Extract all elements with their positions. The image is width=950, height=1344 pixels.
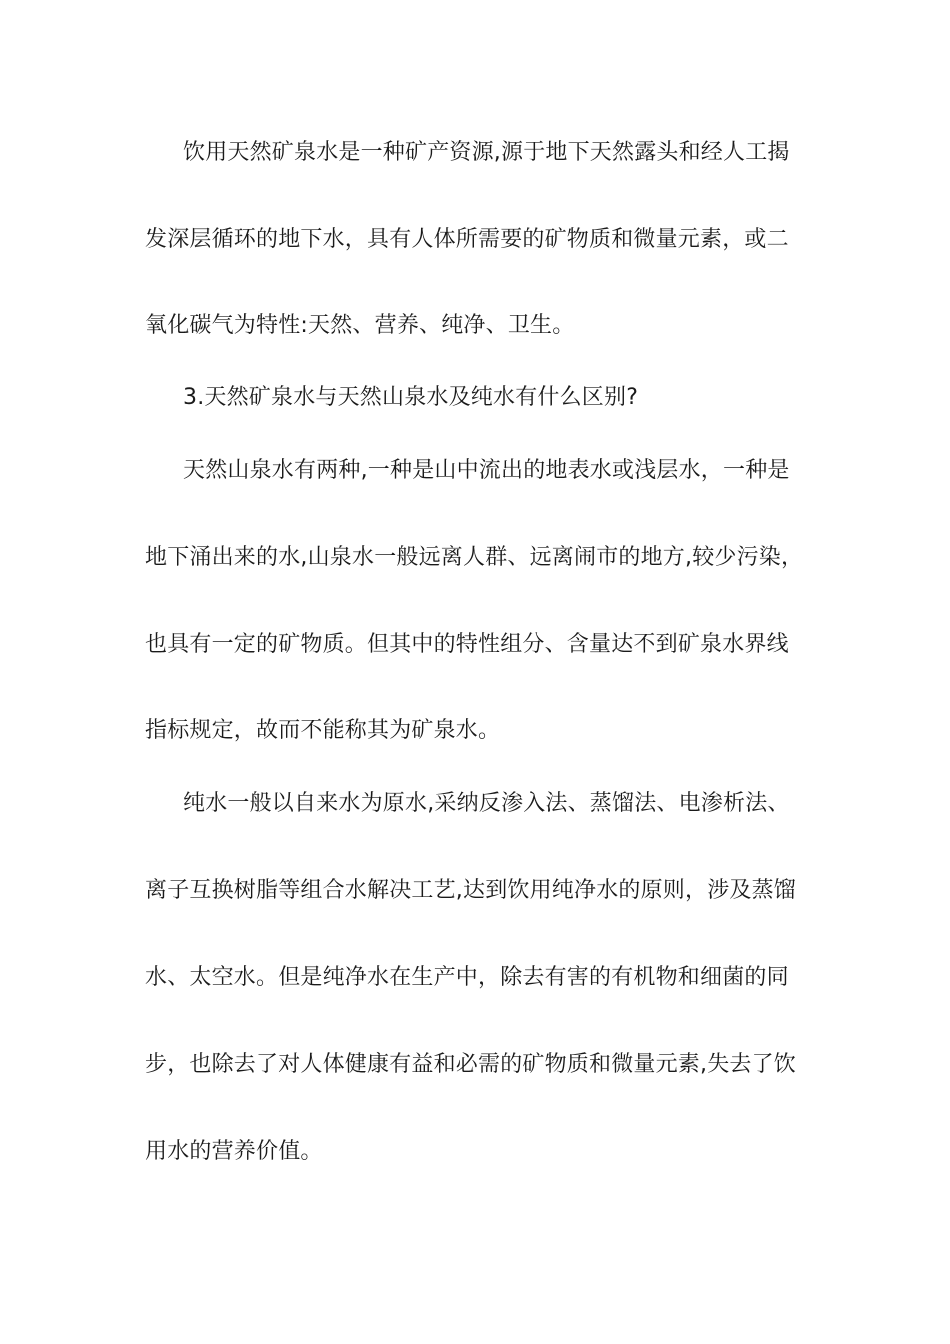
paragraph-2-line-1: 天然山泉水有两种,一种是山中流出的地表水或浅层水，一种是 [183, 458, 790, 483]
paragraph-3-line-1: 纯水一般以自来水为原水,采纳反渗入法、蒸馏法、电渗析法、 [183, 791, 790, 816]
paragraph-2-line-3: 也具有一定的矿物质。但其中的特性组分、含量达不到矿泉水界线 [145, 632, 789, 657]
section-heading: 3.天然矿泉水与天然山泉水及纯水有什么区别? [183, 385, 639, 410]
paragraph-3-line-3: 水、太空水。但是纯净水在生产中，除去有害的有机物和细菌的同 [145, 965, 789, 990]
paragraph-2-line-4: 指标规定，故而不能称其为矿泉水。 [145, 718, 501, 743]
paragraph-1-line-1: 饮用天然矿泉水是一种矿产资源,源于地下天然露头和经人工揭 [183, 140, 790, 165]
paragraph-2-line-2: 地下涌出来的水,山泉水一般远离人群、远离闹市的地方,较少污染， [145, 545, 804, 570]
paragraph-3-line-4: 步，也除去了对人体健康有益和必需的矿物质和微量元素,失去了饮 [145, 1052, 796, 1077]
paragraph-1-line-3: 氧化碳气为特性:天然、营养、纯净、卫生。 [145, 313, 575, 338]
paragraph-3-line-5: 用水的营养价值。 [145, 1139, 323, 1164]
paragraph-1-line-2: 发深层循环的地下水，具有人体所需要的矿物质和微量元素，或二 [145, 227, 789, 252]
paragraph-3-line-2: 离子互换树脂等组合水解决工艺,达到饮用纯净水的原则，涉及蒸馏 [145, 878, 796, 903]
